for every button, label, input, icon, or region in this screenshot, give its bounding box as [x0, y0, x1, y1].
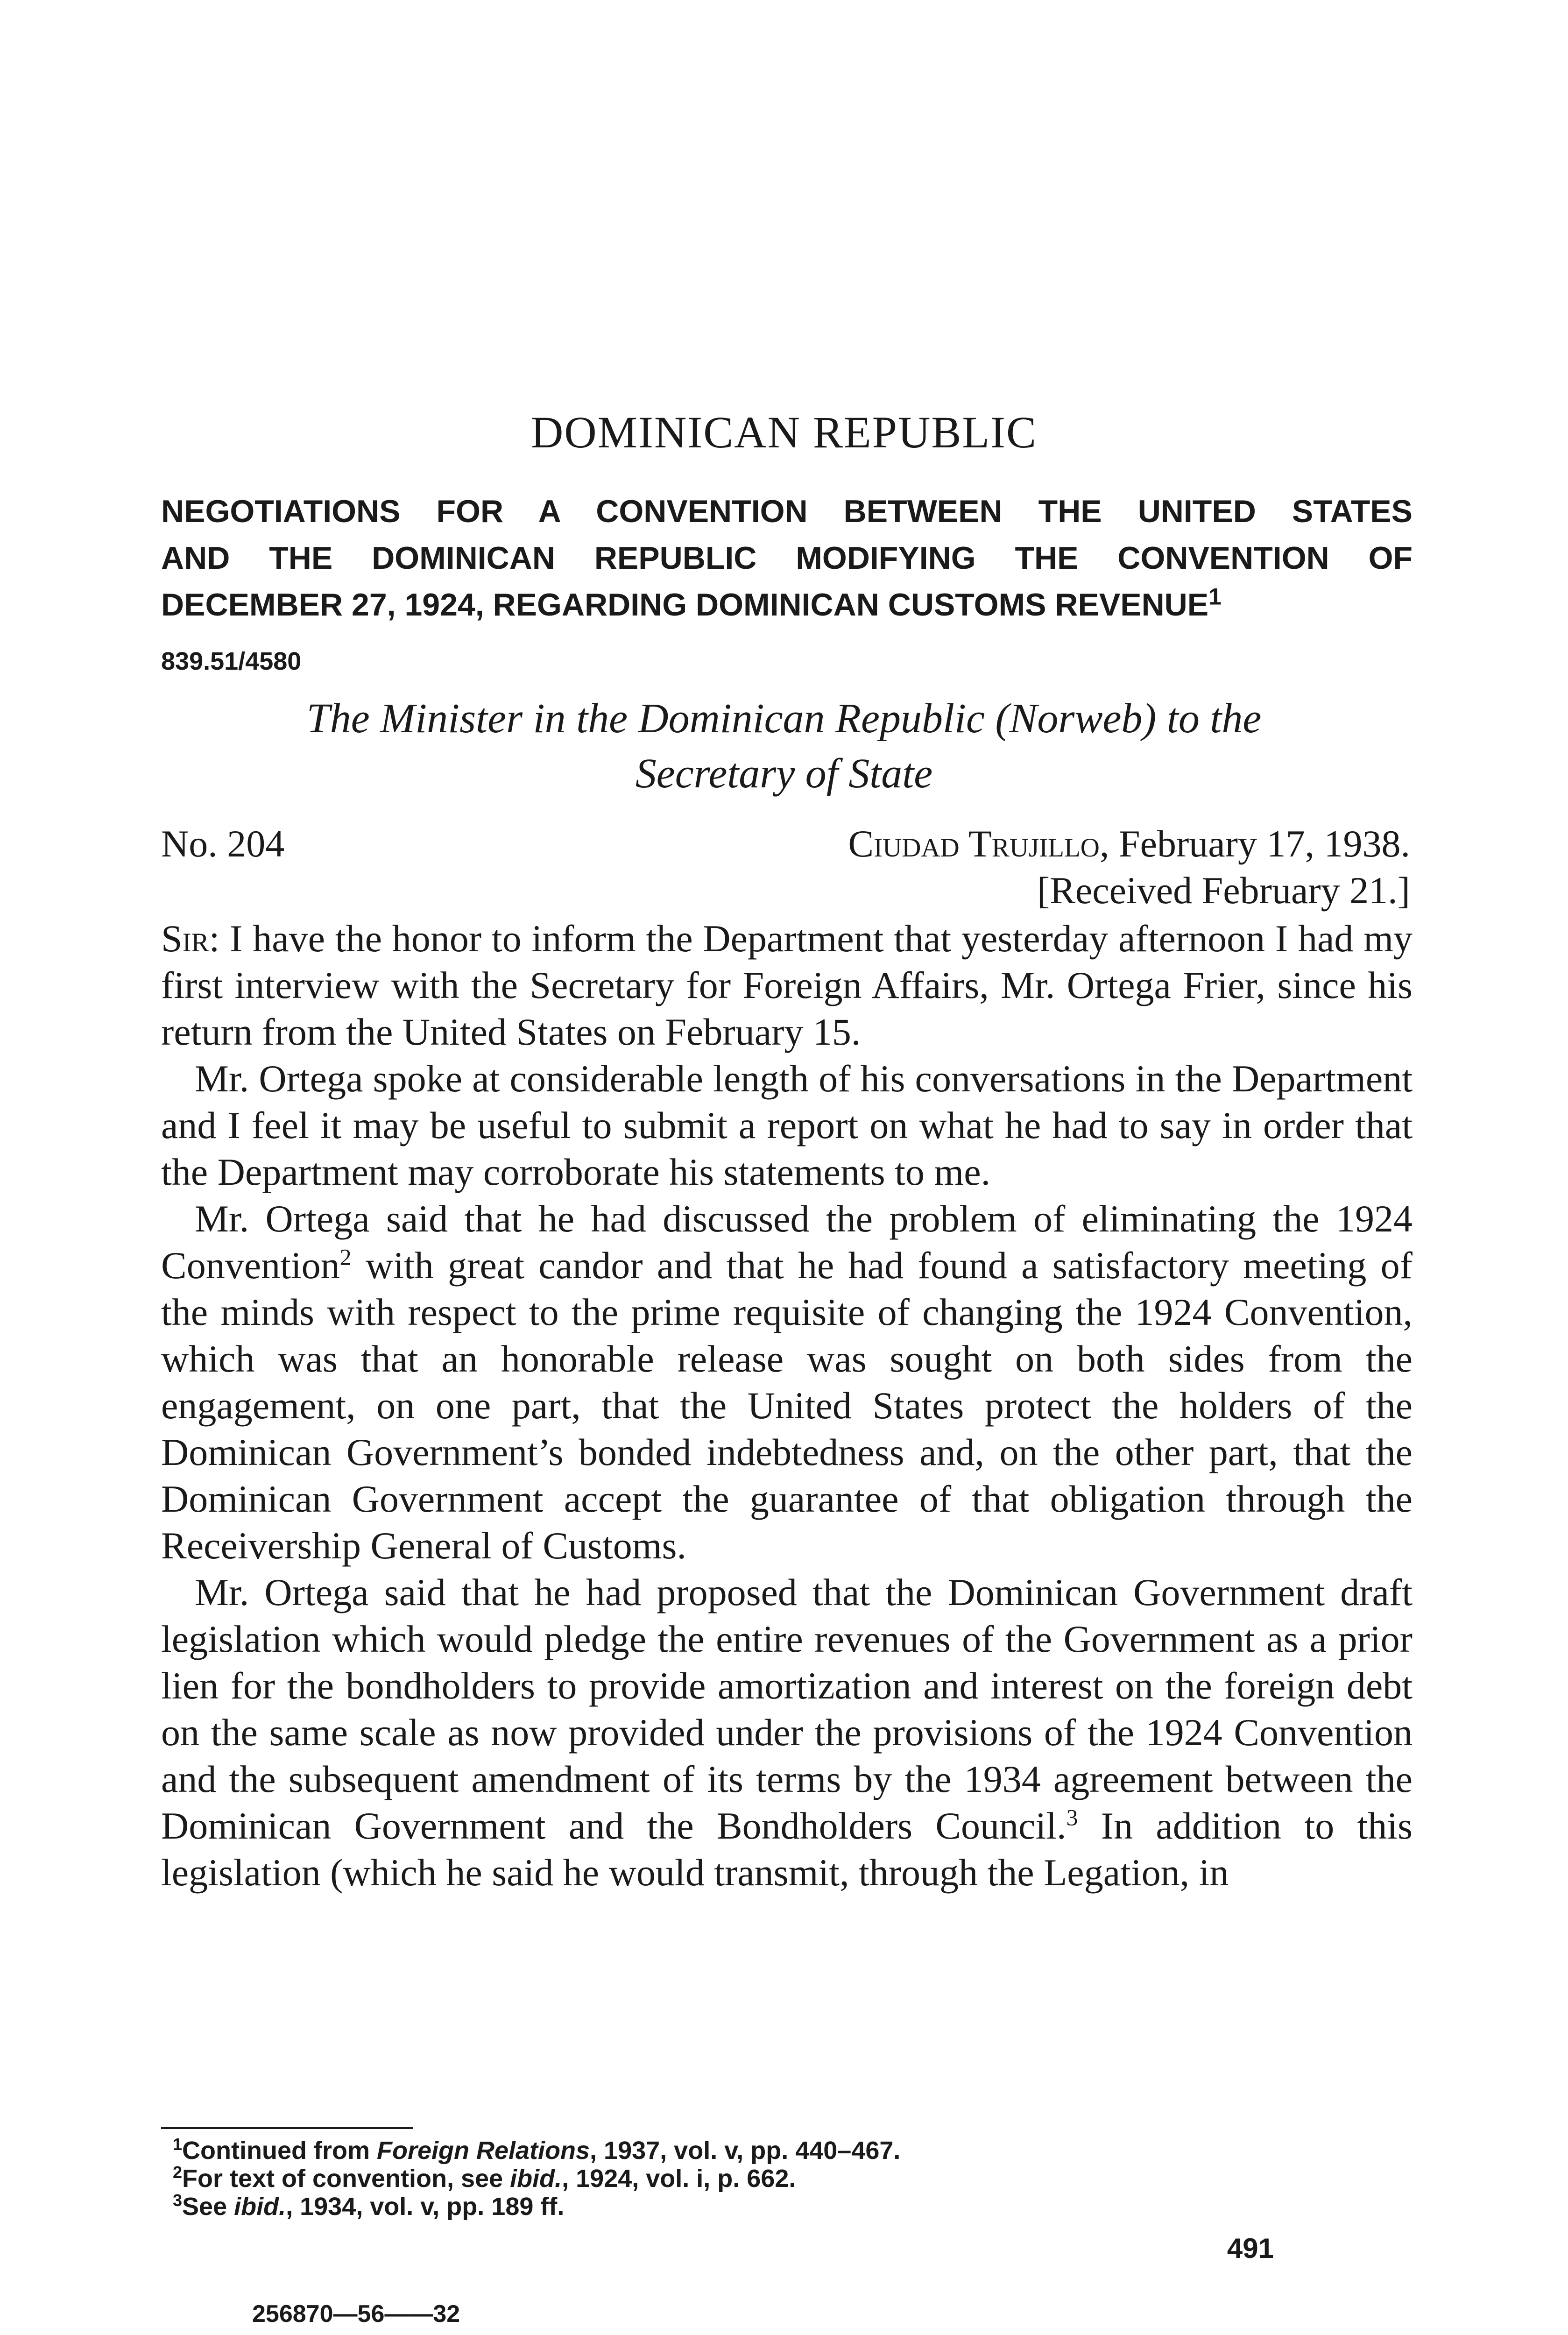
footnote-italic: ibid. [234, 2193, 286, 2221]
file-number: 839.51/4580 [161, 647, 302, 675]
document-title [0, 691, 1568, 801]
footnote-rest: , 1934, vol. v, pp. 189 ff. [286, 2193, 565, 2221]
paragraph-4-text-b: In addition to this legislation (which he said he would transmit, through the Legation, in [161, 1804, 1413, 1894]
paragraph-3-text-b: with great candor and that he had found a satisfactory meeting of the minds with respect to the prime requisite of changing the 1924 Convention, which was that an honorable release was sought on both sides from the engagement, on one part, that the United States protect the holders of the Dominican Government’s bonded indebtedness and, on the other part, that the Dominican Government accept the guarantee of that obligation through the Receivership General of Customs. [161, 1244, 1413, 1567]
page-number: 491 [1227, 2233, 1274, 2264]
footnote-divider [161, 2127, 413, 2129]
footnote-text: See [182, 2193, 234, 2221]
footnote-ref-3: 3 [1066, 1804, 1078, 1831]
footnote-italic: Foreign Relations [376, 2137, 590, 2165]
paragraph-4-text-a: Mr. Ortega said that he had proposed that the Dominican Government draft legislation which would pledge the entire revenues of the Government as a prior lien for the bondholders to provide amortization and interest on the foreign debt on the same scale as now provided under the provisions of the 1924 Convention and the subsequent amendment of its terms by the 1934 agreement between the Dominican Government and the Bondholders Council. [161, 1571, 1413, 1847]
paragraph-4 [161, 1569, 1413, 1896]
page-heading: DOMINICAN REPUBLIC [530, 407, 1038, 457]
paragraph-2: Mr. Ortega spoke at considerable length of his conversations in the Department and I feel it may be useful to submit a report on what he had to say in order that the Department may corroborate his statements to me. [161, 1057, 1413, 1193]
print-code: 256870—56——32 [252, 2300, 460, 2328]
place-date [848, 822, 1410, 866]
footnote-2 [173, 2165, 900, 2193]
footnote-rest: , 1924, vol. i, p. 662. [562, 2165, 796, 2193]
footnote-marker: 1 [173, 2135, 183, 2154]
footnote-italic: ibid. [510, 2165, 562, 2193]
section-heading-line-3-text: DECEMBER 27, 1924, REGARDING DOMINICAN CUSTOMS REVENUE [161, 587, 1209, 623]
footnote-ref-2: 2 [339, 1244, 352, 1270]
section-heading-line-2: AND THE DOMINICAN REPUBLIC MODIFYING THE CONVENTION OF [161, 540, 1413, 576]
footnote-marker: 2 [173, 2163, 183, 2182]
paragraph-1 [161, 915, 1413, 1055]
dispatch-number: No. 204 [161, 822, 285, 865]
letter-body [161, 915, 1413, 1896]
place: Ciudad Trujillo, [848, 822, 1109, 865]
document-title-line-2: Secretary of State [635, 750, 933, 797]
footnote-3 [173, 2193, 900, 2221]
footnote-marker: 3 [173, 2191, 183, 2210]
footnote-ref-1: 1 [1208, 583, 1222, 610]
section-heading-line-1: NEGOTIATIONS FOR A CONVENTION BETWEEN THE UNITED STATES [161, 494, 1413, 529]
footnotes [173, 2137, 900, 2221]
section-heading [161, 488, 1413, 628]
footnote-rest: , 1937, vol. v, pp. 440–467. [590, 2137, 901, 2165]
footnote-1 [173, 2137, 900, 2165]
document-title-line-1: The Minister in the Dominican Republic (Norweb) to the [306, 695, 1262, 742]
footnote-text: Continued from [182, 2137, 377, 2165]
date: February 17, 1938. [1118, 822, 1410, 865]
salutation: Sir [161, 917, 209, 960]
section-heading-line-3 [161, 581, 1413, 628]
footnote-text: For text of convention, see [182, 2165, 510, 2193]
received-date: [Received February 21.] [1037, 869, 1410, 912]
paragraph-3 [161, 1196, 1413, 1569]
paragraph-3-text-a: Mr. Ortega said that he had discussed the problem of eliminating the 1924 Convention [161, 1197, 1413, 1287]
paragraph-1-text: : I have the honor to inform the Department that yesterday afternoon I had my first interview with the Secretary for Foreign Affairs, Mr. Ortega Frier, since his return from the United States on February 15. [161, 917, 1413, 1053]
